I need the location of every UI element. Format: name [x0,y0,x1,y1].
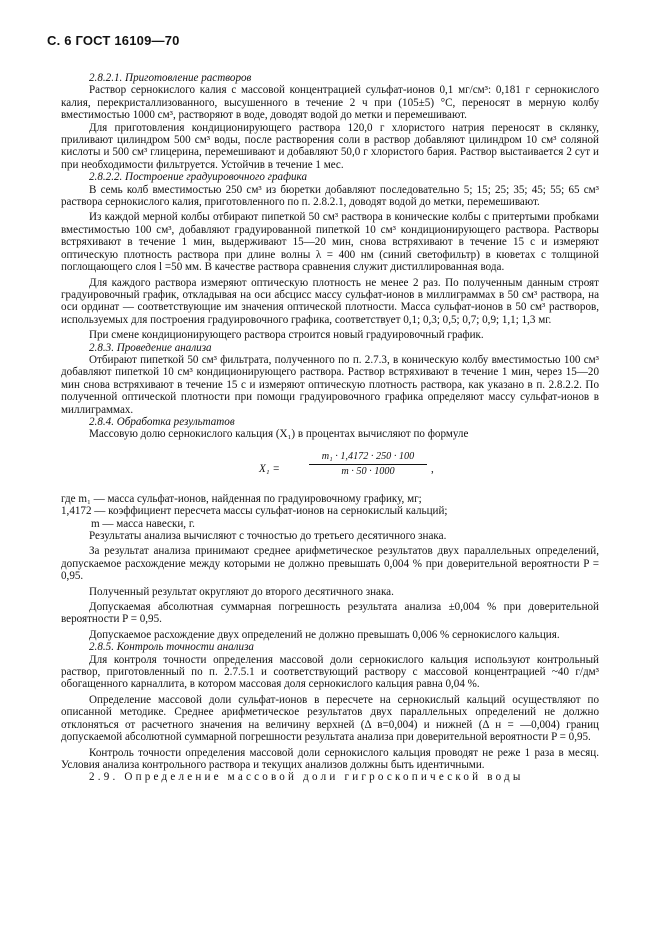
paragraph: Допускаемое расхождение двух определений не должно превышать 0,006 % сернокислого кальция. [89,628,560,641]
formula [61,445,599,489]
formula-denominator: m · 50 · 1000 [341,466,395,478]
paragraph: Определение массовой доли сульфат-ионов в пересчете на сернокислый кальций осуществляют по описанной методике. Среднее арифметическое результатов двух параллельных определений не должно отклоняться от расчетного значения на величину верхней (Δ в=0,004) и нижней (Δ н = —0,004) границ допускаемой абсолютной суммарной погрешности результата анализа при доверительной вероятности P = 0,95. [61,693,599,744]
definition: где m₁ — масса сульфат-ионов, найденная по градуировочному графику, мг; [61,492,422,505]
paragraph: Для контроля точности определения массовой доли сернокислого кальция используют контрольный раствор, приготовленный по п. 2.7.5.1 и соответствующий раствору с массовой концентрацией ~40 г/дм³ обогащенного карналлита, в котором массовая доля сернокислого кальция равна 0,04 %. [61,653,599,691]
paragraph: В семь колб вместимостью 250 см³ из бюретки добавляют последовательно 5; 15; 25; 35; 45; 55; 65 см³ раствора сернокислого калия, приготовленного по п. 2.8.2.1, доводят водой до метки, перемешивают. [61,183,599,209]
section-2-8-3-title: 2.8.3. Проведение анализа [89,341,212,354]
section-2-8-2-2-title: 2.8.2.2. Построение градуировочного графика [89,171,307,184]
definition: 1,4172 — коэффициент пересчета массы сульфат-ионов на сернокислый кальций; [61,505,448,518]
paragraph: Массовую долю сернокислого кальция (X₁) в процентах вычисляют по формуле [89,428,469,441]
paragraph: Для приготовления кондиционирующего раствора 120,0 г хлористого натрия переносят в склянку, приливают цилиндром 500 см³ воды, после растворения соли в раствор добавляют цилиндром 10 см³ соляной кислоты и 500 см³ глицерина, перемешивают и добавляют 50,0 г хлористого бария. Раствор выстаивается 2 сут и при необходимости фильтруется. Устойчив в течение 1 мес. [61,121,599,171]
paragraph: Результаты анализа вычисляют с точностью до третьего десятичного знака. [89,530,447,542]
formula-comma: , [431,462,434,475]
paragraph: За результат анализа принимают среднее арифметическое результатов двух параллельных определений, допускаемое расхождение между которыми не должно превышать 0,004 % при доверительной вероятности P = 0,95. [61,545,599,583]
paragraph: Из каждой мерной колбы отбирают пипеткой 50 см³ раствора в конические колбы с притертыми пробками вместимостью 100 см³, добавляют градуированной пипеткой 10 см³ кондиционирующего раствора. Растворы встряхивают в течение 1 мин, выдерживают 15—20 мин, снова встряхивают в течение 15 с и измеряют оптическую плотность раствора при длине волны λ = 400 нм (синий светофильтр) в кюветах с толщиной поглощающего слоя l =50 мм. В качестве раствора сравнения служит дистиллированная вода. [61,211,599,274]
formula-definitions [61,493,599,530]
formula-lhs: X₁ = [259,462,280,475]
paragraph: При смене кондиционирующего раствора строится новый градуировочный график. [89,329,484,342]
paragraph: Контроль точности определения массовой доли сернокислого кальция проводят не реже 1 раза в месяц. Условия анализа контрольного раствора и текущих анализов должны быть идентичными. [61,746,599,771]
paragraph: Раствор сернокислого калия с массовой концентрацией сульфат-ионов 0,1 мг/см³: 0,181 г сернокислого калия, перекристаллизованного, высушенного в течение 2 ч при (105±5) °С, переносят в мерную колбу вместимостью 1000 см³, растворяют в воде, доводят водой до метки и перемешивают. [61,84,599,122]
formula-numerator: m₁ · 1,4172 · 250 · 100 [321,450,415,462]
section-2-8-4-title: 2.8.4. Обработка результатов [89,415,235,428]
section-2-8-5-title: 2.8.5. Контроль точности анализа [89,641,254,654]
paragraph: Отбирают пипеткой 50 см³ фильтрата, полученного по п. 2.7.3, в коническую колбу вместимостью 100 см³ добавляют пипеткой 10 см³ кондиционирующего раствора. Раствор встряхивают в течение 1 мин, через 15—20 мин снова встряхивают в течение 15 с и измеряют оптическую плотность раствора, как указано в п. 2.8.2.2. По полученной оптической плотности при помощи градуировочного графика определяют массу сульфат-ионов в миллиграммах. [61,353,599,416]
definition: m — масса навески, г. [91,517,195,530]
document-body [61,72,599,784]
paragraph: Для каждого раствора измеряют оптическую плотность не менее 2 раз. По полученным данным строят градуировочный график, откладывая на оси абсцисс массу сульфат-ионов в миллиграммах в 50 см³ раствора, на оси ординат — соответствующие им значения оптической плотности. Масса сульфат-ионов в 50 см³ растворов, используемых для построения градуировочного графика, соответствует 0,1; 0,3; 0,5; 0,7; 0,9; 1,1; 1,3 мг. [61,276,599,326]
paragraph: Полученный результат округляют до второго десятичного знака. [89,585,394,598]
section-2-9-title: 2.9. Определение массовой доли гигроскопической воды [89,771,524,784]
page-header: С. 6 ГОСТ 16109—70 [47,33,180,48]
paragraph: Допускаемая абсолютная суммарная погрешность результата анализа ±0,004 % при доверительной вероятности P = 0,95. [61,601,599,626]
section-2-8-2-1-title: 2.8.2.1. Приготовление растворов [89,72,252,84]
